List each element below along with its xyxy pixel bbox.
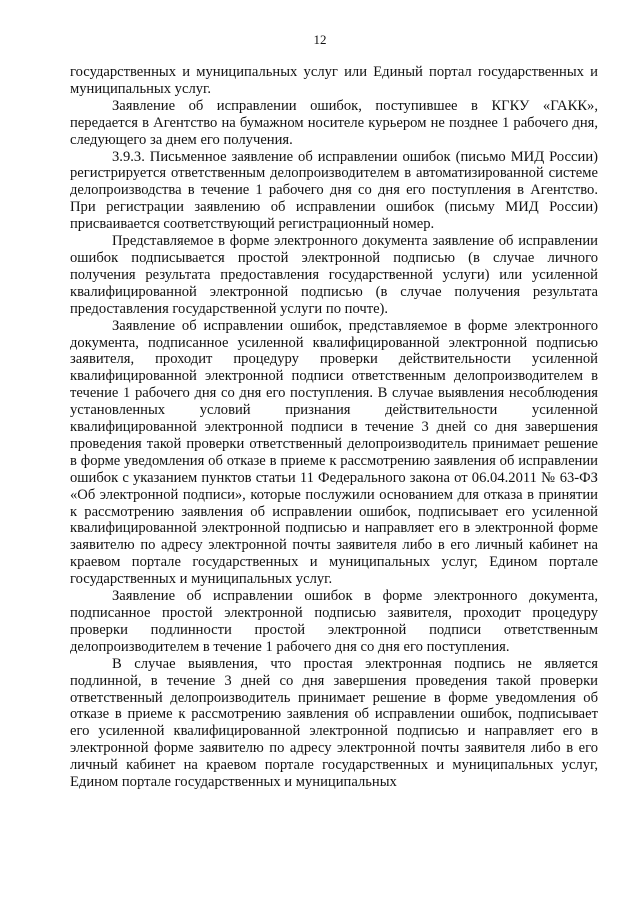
paragraph-electronic-signature: Представляемое в форме электронного документа заявление об исправлении ошибок подписывается простой электронной подписью (в случае личного получения результата предоставления государственной услуги) или усиленной квалифицированной электронной подписью (в случае получения результата предоставления государственной услуги по почте). (70, 233, 598, 317)
paragraph-gakk-transfer: Заявление об исправлении ошибок, поступившее в КГКУ «ГАКК», передается в Агентство на бумажном носителе курьером не позднее 1 рабочего дня, следующего за днем его получения. (70, 97, 598, 148)
paragraph-simple-signature-check: Заявление об исправлении ошибок в форме электронного документа, подписанное простой электронной подписью заявителя, проходит процедуру проверки подлинности простой электронной подписи ответственным делопроизводителем в течение 1 рабочего дня со дня его поступления. (70, 588, 598, 655)
paragraph-3-9-3: 3.9.3. Письменное заявление об исправлении ошибок (письмо МИД России) регистрируется ответственным делопроизводителем в автоматизированной системе делопроизводства в течение 1 рабочего дня со дня его поступления в Агентство. При регистрации заявлению об исправлении ошибок (письму МИД России) присваивается соответствующий регистрационный номер. (70, 148, 598, 233)
paragraph-continuation: государственных и муниципальных услуг или Единый портал государственных и муниципальных услуг. (70, 64, 598, 97)
paragraph-qualified-signature-check: Заявление об исправлении ошибок, представляемое в форме электронного документа, подписанное усиленной квалифицированной электронной подписью заявителя, проходит процедуру проверки действительности усиленной квалифицированной электронной подписи ответственным делопроизводителем в течение 1 рабочего дня со дня его поступления. В случае выявления несоблюдения установленных условий признания действительности усиленной квалифицированной электронной подписи в течение 3 дней со дня завершения проведения такой проверки ответственный делопроизводитель принимает решение в форме уведомления об отказе в приеме к рассмотрению заявления об исправлении ошибок с указанием пунктов статьи 11 Федерального закона от 06.04.2011 № 63-ФЗ «Об электронной подписи», которые послужили основанием для отказа в принятии к рассмотрению заявления об исправлении ошибок, подписывает его усиленной квалифицированной электронной подписью и направляет его в электронной форме заявителю по адресу электронной почты заявителя либо в его личный кабинет на краевом портале государственных и муниципальных услуг, Едином портале государственных и муниципальных услуг. (70, 317, 598, 588)
paragraph-invalid-signature: В случае выявления, что простая электронная подпись не является подлинной, в течение 3 дней со дня завершения проведения такой проверки ответственный делопроизводитель принимает решение в форме уведомления об отказе в приеме к рассмотрению заявления об исправлении ошибок, подписывает его усиленной квалифицированной электронной подписью и направляет его в электронной форме заявителю по адресу электронной почты заявителя либо в его личный кабинет на краевом портале государственных и муниципальных услуг, Едином портале государственных и муниципальных (70, 655, 598, 791)
document-body (70, 64, 598, 791)
page-number: 12 (313, 32, 327, 47)
